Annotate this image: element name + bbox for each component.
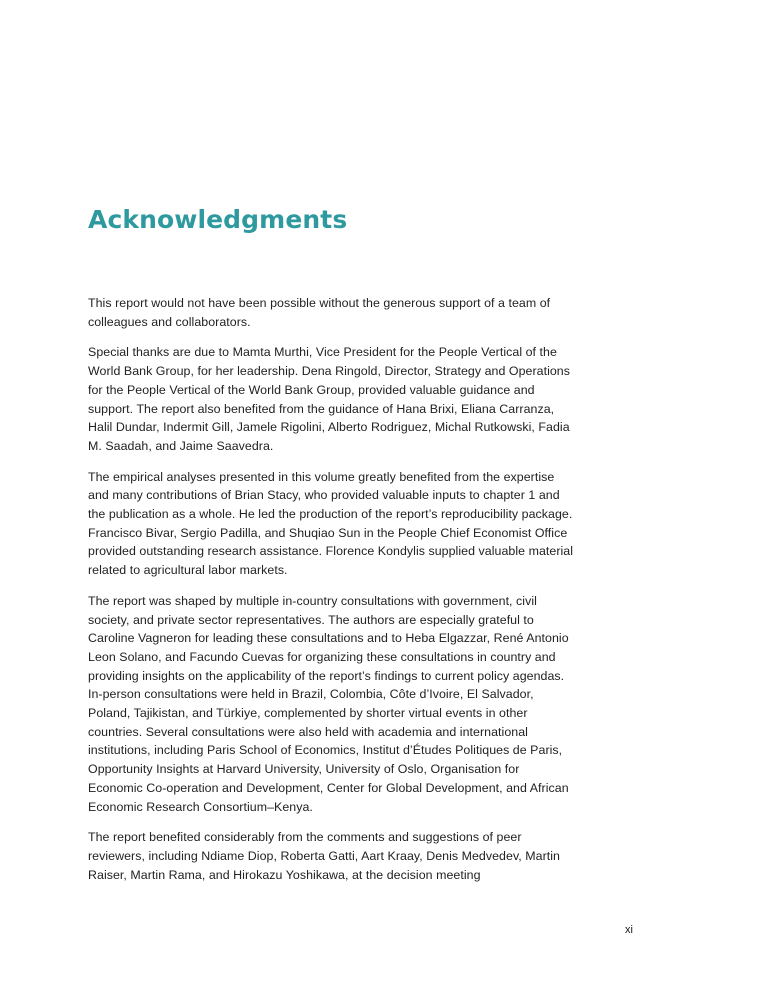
page-title: Acknowledgments [88,205,348,234]
page-number: xi [625,924,633,936]
paragraph-4: The report was shaped by multiple in-country consultations with government, civil society, and private sector representatives. The authors are especially grateful to Caroline Vagneron for leading these consultations and to Heba Elgazzar, René Antonio Leon Solano, and Facundo Cuevas for organizing these consultations in country and providing insights on the applicability of the report’s findings to current policy agendas. In-person consultations were held in Brazil, Colombia, Côte d’Ivoire, El Salvador, Poland, Tajikistan, and Türkiye, complemented by shorter virtual events in other countries. Several consultations were also held with academia and international institutions, including Paris School of Economics, Institut d’Études Politiques de Paris, Opportunity Insights at Harvard University, University of Oslo, Organisation for Economic Co-operation and Development, Center for Global Development, and African Economic Research Consortium–Kenya. [88,593,569,814]
body-text [88,294,574,896]
paragraph-3: The empirical analyses presented in this volume greatly benefited from the expertise and many contributions of Brian Stacy, who provided valuable inputs to chapter 1 and the publication as a whole. He led the production of the report’s reproducibility package. Francisco Bivar, Sergio Padilla, and Shuqiao Sun in the People Chief Economist Office provided outstanding research assistance. Florence Kondylis supplied valuable material related to agricultural labor markets. [88,469,574,578]
paragraph-1: This report would not have been possible without the generous support of a team of colleagues and collaborators. [88,296,551,329]
paragraph-2: Special thanks are due to Mamta Murthi, Vice President for the People Vertical of the World Bank Group, for her leadership. Dena Ringold, Director, Strategy and Operations for the People Vertical of the World Bank Group, provided valuable guidance and support. The report also benefited from the guidance of Hana Brixi, Eliana Carranza, Halil Dundar, Indermit Gill, Jamele Rigolini, Alberto Rodriguez, Michal Rutkowski, Fadia M. Saadah, and Jaime Saavedra. [88,345,570,453]
paragraph-5: The report benefited considerably from the comments and suggestions of peer reviewers, including Ndiame Diop, Roberta Gatti, Aart Kraay, Denis Medvedev, Martin Raiser, Martin Rama, and Hirokazu Yoshikawa, at the decision meeting [88,830,560,882]
